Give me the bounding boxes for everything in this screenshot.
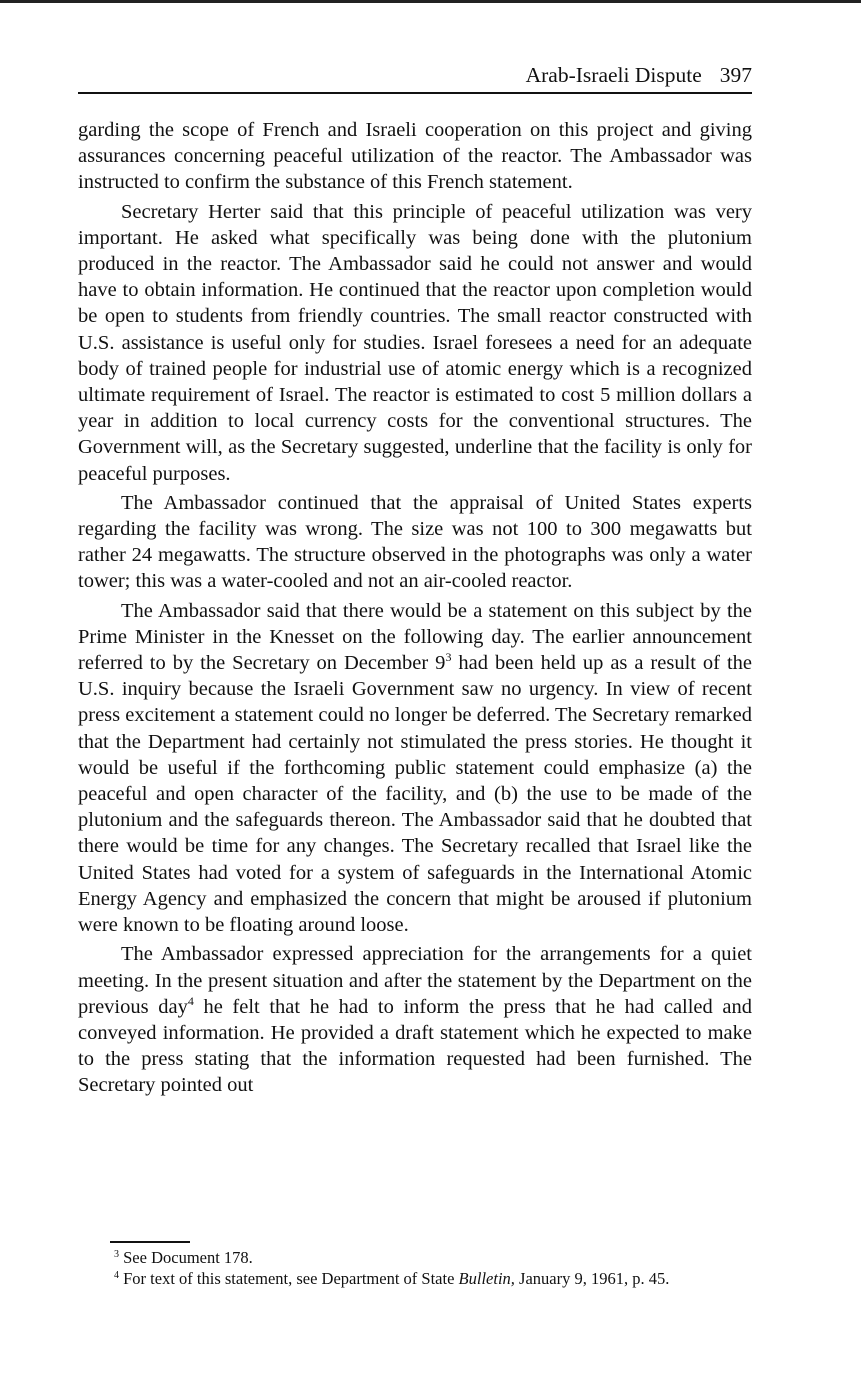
footnote-4-number: 4	[114, 1269, 119, 1281]
footnote-4-text-b: January 9, 1961, p. 45.	[514, 1268, 670, 1288]
paragraph-5	[78, 941, 752, 1098]
paragraph-3: The Ambassador continued that the appraisal of United States experts regarding the facility was wrong. The size was not 100 to 300 megawatts but rather 24 megawatts. The structure observed in the photographs was only a water tower; this was a water-cooled and not an air-cooled reactor.	[78, 491, 752, 593]
top-border	[0, 0, 861, 3]
running-title: Arab-Israeli Dispute	[525, 63, 702, 87]
footnote-3-text: See Document 178.	[123, 1248, 253, 1267]
body-text	[78, 117, 752, 1102]
paragraph-4-text-b: had been held up as a result of the U.S. inquiry because the Israeli Government saw no urgency. In view of recent press excitement a statement could no longer be deferred. The Secretary remarked that the Department had certainly not stimulated the press stories. He thought it would be useful if the forthcoming public statement could emphasize (a) the peaceful and open character of the facility, and (b) the use to be made of the plutonium and the safeguards thereon. The Ambassador said that he doubted that there would be time for any changes. The Secretary recalled that Israel like the United States had voted for a system of safeguards in the International Atomic Energy Agency and emphasized the concern that might be aroused if plutonium were known to be floating around loose.	[78, 652, 753, 937]
header-rule	[78, 92, 752, 94]
paragraph-1: garding the scope of French and Israeli cooperation on this project and giving assurances concerning peaceful utilization of the reactor. The Ambassador was instructed to confirm the substance of this French statement.	[78, 119, 752, 194]
footnote-4-text-a: For text of this statement, see Department of State	[123, 1268, 459, 1288]
footnote-4	[114, 1269, 754, 1290]
footnote-3	[114, 1248, 754, 1269]
paragraph-4	[78, 598, 752, 939]
footnote-rule	[110, 1241, 190, 1243]
paragraph-4-text-a: The Ambassador said that there would be a statement on this subject by the Prime Minister in the Knesset on the following day. The earlier announcement referred to by the Secretary on December 9	[78, 599, 752, 675]
footnote-4-bulletin: Bulletin,	[458, 1268, 515, 1288]
footnote-3-number: 3	[114, 1249, 119, 1260]
footnote-ref-3: 3	[445, 650, 452, 665]
running-header	[78, 63, 752, 89]
paragraph-5-text-a: The Ambassador expressed appreciation for the arrangements for a quiet meeting. In the present situation and after the statement by the Department on the previous day	[78, 943, 752, 1018]
footnote-ref-4: 4	[187, 993, 194, 1008]
footnotes	[114, 1248, 754, 1289]
paragraph-2: Secretary Herter said that this principle of peaceful utilization was very important. He asked what specifically was being done with the plutonium produced in the reactor. The Ambassador said he could not answer and would have to obtain information. He continued that the reactor upon completion would be open to students from friendly countries. The small reactor constructed with U.S. assistance is useful only for studies. Israel foresees a need for an adequate body of trained people for industrial use of atomic energy which is a recognized ultimate requirement of Israel. The reactor is estimated to cost 5 million dollars a year in addition to local currency costs for the conventional structures. The Government will, as the Secretary suggested, underline that the facility is only for peaceful purposes.	[78, 200, 752, 485]
paragraph-5-text-b: he felt that he had to inform the press that he had called and conveyed information. He provided a draft statement which he expected to make to the press stating that the information requested had been furnished. The Secretary pointed out	[78, 995, 752, 1097]
page-number: 397	[719, 63, 752, 87]
